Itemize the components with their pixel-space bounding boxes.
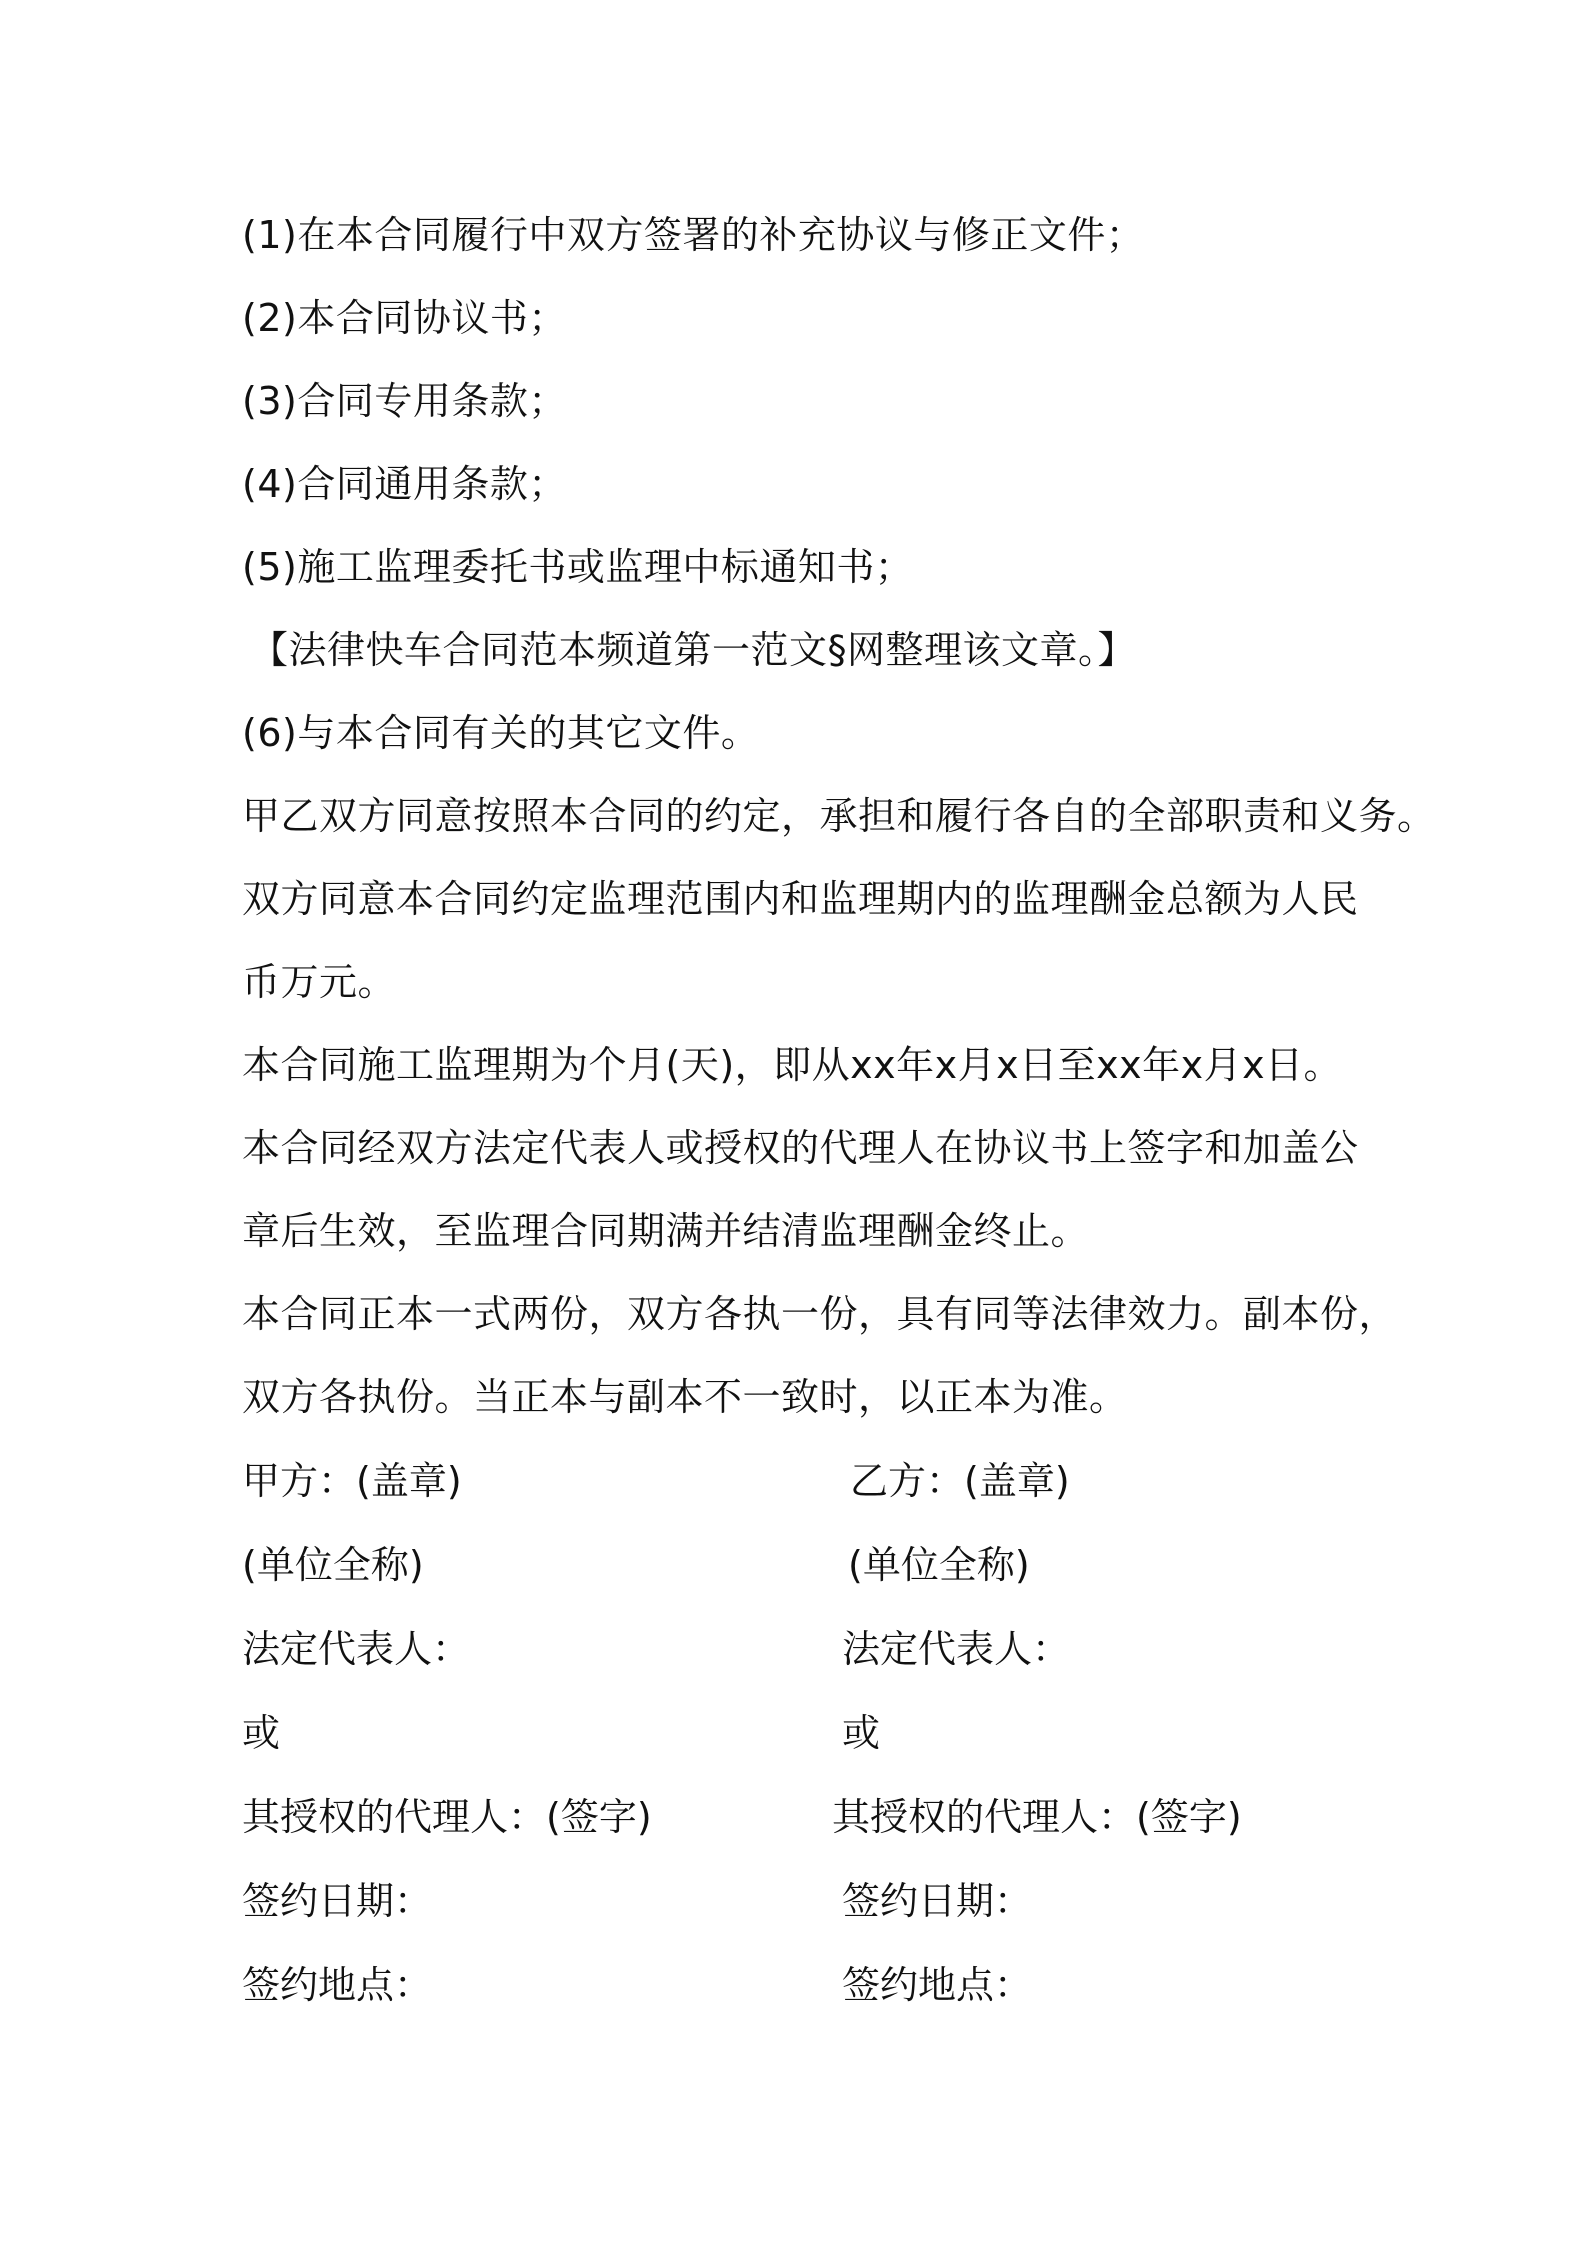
document-body	[242, 194, 1436, 2027]
paragraph-effective-line-1: 本合同经双方法定代表人或授权的代理人在协议书上签字和加盖公	[242, 1126, 1359, 1170]
party-a-legal-rep: 法定代表人：	[242, 1627, 471, 1671]
signature-row-unit-name	[242, 1523, 1392, 1607]
party-a-seal: 甲方：(盖章)	[242, 1459, 462, 1503]
party-b-or: 或	[842, 1711, 881, 1755]
party-b-unit-name: (单位全称)	[848, 1543, 1030, 1587]
clause-5: (5)施工监理委托书或监理中标通知书；	[242, 545, 914, 589]
party-a-agent: 其授权的代理人：(签字)	[242, 1795, 652, 1839]
party-b-seal: 乙方：(盖章)	[850, 1459, 1070, 1503]
signature-row-party	[242, 1439, 1392, 1523]
party-b-sign-place: 签约地点：	[842, 1963, 1033, 2007]
party-a-sign-date: 签约日期：	[242, 1879, 433, 1923]
paragraph-fee-line-2: 币万元。	[242, 960, 397, 1004]
party-a-or: 或	[242, 1711, 281, 1755]
source-note: 【法律快车合同范本频道第一范文§网整理该文章。】	[250, 628, 1137, 672]
paragraph-effective-line-2: 章后生效，至监理合同期满并结清监理酬金终止。	[242, 1209, 1090, 1253]
paragraph-fee-line-1: 双方同意本合同约定监理范围内和监理期内的监理酬金总额为人民	[242, 877, 1359, 921]
party-b-agent: 其授权的代理人：(签字)	[832, 1795, 1242, 1839]
paragraph-period: 本合同施工监理期为个月(天)，即从xx年x月x日至xx年x月x日。	[242, 1043, 1343, 1087]
party-b-legal-rep: 法定代表人：	[842, 1627, 1071, 1671]
signature-block	[242, 1439, 1392, 2027]
signature-row-date	[242, 1859, 1392, 1943]
party-a-sign-place: 签约地点：	[242, 1963, 433, 2007]
signature-row-place	[242, 1943, 1392, 2027]
clause-4: (4)合同通用条款；	[242, 462, 567, 506]
clause-3: (3)合同专用条款；	[242, 379, 567, 423]
party-b-sign-date: 签约日期：	[842, 1879, 1033, 1923]
signature-row-or	[242, 1691, 1392, 1775]
paragraph-obligations: 甲乙双方同意按照本合同的约定，承担和履行各自的全部职责和义务。	[242, 794, 1436, 838]
clause-6: (6)与本合同有关的其它文件。	[242, 711, 760, 755]
clause-1: (1)在本合同履行中双方签署的补充协议与修正文件；	[242, 213, 1145, 257]
paragraph-copies-line-2: 双方各执份。当正本与副本不一致时，以正本为准。	[242, 1375, 1128, 1419]
party-a-unit-name: (单位全称)	[242, 1543, 424, 1587]
signature-row-agent	[242, 1775, 1392, 1859]
paragraph-copies-line-1: 本合同正本一式两份，双方各执一份，具有同等法律效力。副本份，	[242, 1292, 1398, 1336]
clause-2: (2)本合同协议书；	[242, 296, 567, 340]
signature-row-legal-rep	[242, 1607, 1392, 1691]
